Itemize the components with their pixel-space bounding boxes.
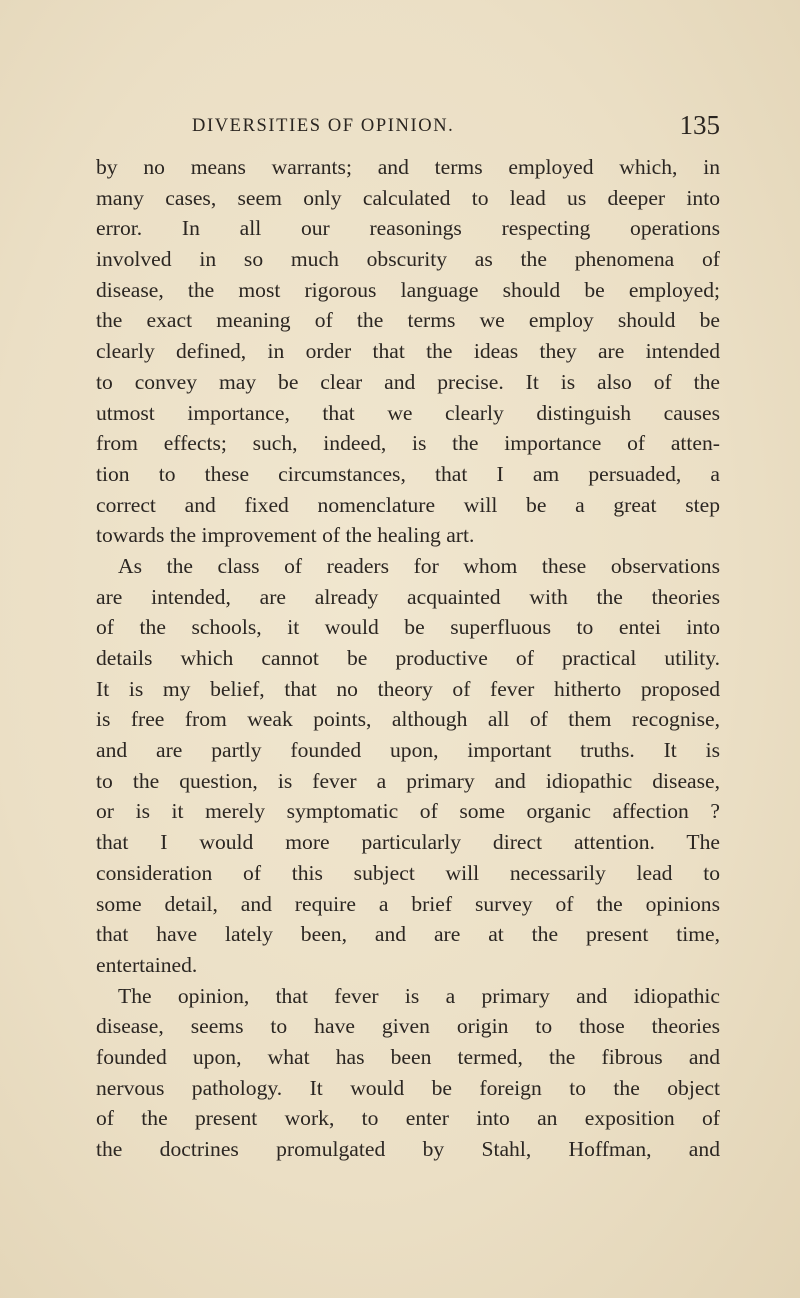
text-line: utmost importance, that we clearly distinguish causes — [96, 400, 720, 425]
text-line: nervous pathology. It would be foreign to the object — [96, 1075, 720, 1100]
text-line: disease, the most rigorous language should be employed; — [96, 277, 720, 302]
text-line: are intended, are already acquainted with the theories — [96, 584, 720, 609]
text-line: of the present work, to enter into an exposition of — [96, 1106, 720, 1131]
text-line: correct and fixed nomenclature will be a great step — [96, 492, 720, 517]
text-line: towards the improvement of the healing art. — [96, 523, 475, 548]
page-header — [96, 110, 720, 150]
text-line: disease, seems to have given origin to those theories — [96, 1014, 720, 1039]
text-line: that have lately been, and are at the present time, — [96, 922, 720, 947]
text-line: involved in so much obscurity as the phenomena of — [96, 247, 720, 272]
text-line: clearly defined, in order that the ideas they are intended — [96, 339, 720, 364]
text-line: that I would more particularly direct attention. The — [96, 830, 720, 855]
text-line: to convey may be clear and precise. It is also of the — [96, 369, 720, 394]
text-line: The opinion, that fever is a primary and idiopathic — [118, 983, 720, 1008]
text-line: founded upon, what has been termed, the fibrous and — [96, 1044, 720, 1069]
text-line: by no means warrants; and terms employed which, in — [96, 155, 720, 179]
text-line: the doctrines promulgated by Stahl, Hoffman, and — [96, 1137, 720, 1161]
body-text — [96, 152, 720, 1165]
text-line: the exact meaning of the terms we employ should be — [96, 308, 720, 333]
page-number: 135 — [679, 110, 720, 140]
text-line: and are partly founded upon, important truths. It is — [96, 738, 720, 763]
text-line: of the schools, it would be superfluous to entei into — [96, 615, 720, 640]
text-line: consideration of this subject will necessarily lead to — [96, 860, 720, 885]
text-line: from effects; such, indeed, is the importance of atten- — [96, 431, 720, 456]
text-line: is free from weak points, although all of them recognise, — [96, 707, 720, 732]
text-line: to the question, is fever a primary and idiopathic disease, — [96, 768, 720, 793]
text-line: As the class of readers for whom these observations — [118, 553, 720, 578]
text-line: It is my belief, that no theory of fever hitherto proposed — [96, 676, 720, 701]
running-head: DIVERSITIES OF OPINION. — [192, 116, 455, 136]
text-line: or is it merely symptomatic of some organic affection ? — [96, 799, 720, 824]
text-line: error. In all our reasonings respecting operations — [96, 216, 720, 241]
text-line: entertained. — [96, 952, 198, 977]
text-line: tion to these circumstances, that I am persuaded, a — [96, 461, 720, 486]
text-line: many cases, seem only calculated to lead us deeper into — [96, 185, 720, 210]
text-line: some detail, and require a brief survey of the opinions — [96, 891, 720, 916]
text-line: details which cannot be productive of practical utility. — [96, 646, 720, 670]
